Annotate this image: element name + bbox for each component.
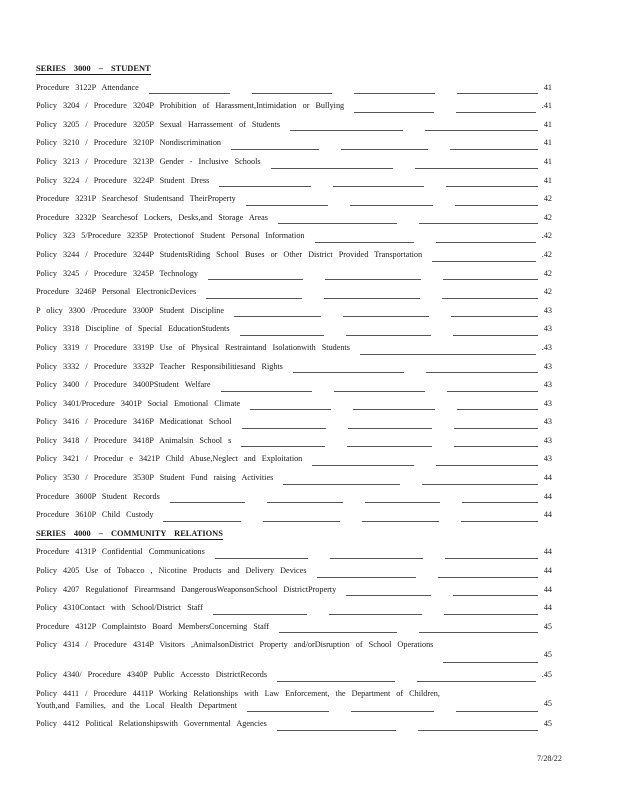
leader-line: [453, 335, 538, 336]
section-heading: [36, 62, 552, 81]
leader-line: [462, 502, 538, 503]
toc-entry: [36, 304, 552, 323]
leader-line: [333, 186, 424, 187]
toc-entry-page: .41: [541, 101, 552, 111]
leader-line: [360, 354, 536, 355]
toc-entry-page: 43: [543, 324, 552, 334]
toc-entry-title: Procedure 4131P Confidential Communications: [36, 547, 205, 557]
toc-entry: [36, 668, 552, 687]
leader-line: [170, 502, 246, 503]
toc-entry-title: Procedure 3122P Attendance: [36, 82, 139, 92]
leader-line: [290, 130, 403, 131]
leader-line: [247, 711, 329, 712]
toc-entry-title: Policy 3530 / Procedure 3530P Student Fund raising Activities: [36, 473, 274, 483]
toc-entry-page: 42: [543, 268, 552, 278]
toc-entry-page: 43: [543, 305, 552, 315]
leader-line: [329, 614, 423, 615]
toc-entry-title: Policy 3421 / Procedur e 3421P Child Abuse,Neglect and Exploitation: [36, 454, 303, 464]
toc-entry-page: 41: [543, 119, 552, 129]
leader-line: [241, 446, 325, 447]
leader-line: [461, 521, 538, 522]
toc-entry-title: Policy 3213 / Procedure 3213P Gender - Inclusive Schools: [36, 156, 261, 166]
toc-entry-page: .42: [541, 249, 552, 259]
leader-line: [445, 558, 538, 559]
leader-line: [447, 391, 538, 392]
leader-line: [348, 428, 432, 429]
toc-entry: [36, 452, 552, 471]
leader-line: [455, 205, 538, 206]
toc-entry: [36, 192, 552, 211]
toc-entry: [36, 620, 552, 639]
toc-entry: [36, 415, 552, 434]
toc-entry-title: Policy 3332 / Procedure 3332P Teacher Responsibilitiesand Rights: [36, 361, 283, 371]
toc-entry: [36, 471, 552, 490]
toc-entry-title: Policy 3401/Procedure 3401P Social Emotional Climate: [36, 398, 241, 408]
toc-entry: [36, 211, 552, 230]
toc-entry-title: Policy 3245 / Procedure 3245P Technology: [36, 268, 199, 278]
leader-line: [279, 632, 397, 633]
toc-entry-page: 44: [543, 473, 552, 483]
leader-line: [277, 730, 397, 731]
leader-line: [252, 93, 333, 94]
toc-entry-title: Policy 3224 / Procedure 3224P Student Dress: [36, 175, 210, 185]
toc-entry-page: 45: [543, 650, 552, 660]
leader-line: [422, 484, 538, 485]
toc-entry-page: 43: [543, 361, 552, 371]
leader-line: [457, 409, 538, 410]
toc-entry-title: Policy 3416 / Procedure 3416P Medicationat School: [36, 417, 232, 427]
toc-entry: [36, 490, 552, 509]
toc-entry: [36, 583, 552, 602]
toc-entry: [36, 99, 552, 118]
leader-line: [446, 186, 537, 187]
toc-entry-title: Policy 3244 / Procedure 3244P StudentsRiding School Buses or Other District Provided Transportation: [36, 249, 423, 259]
leader-line: [442, 298, 538, 299]
toc-entry-title: Policy 4205 Use of Tobacco , Nicotine Products and Delivery Devices: [36, 566, 307, 576]
leader-line: [346, 595, 431, 596]
toc-entry-title: Policy 4340/ Procedure 4340P Public Accessto DistrictRecords: [36, 670, 268, 680]
leader-line: [450, 149, 538, 150]
toc-entry-page: 43: [543, 380, 552, 390]
toc-entry: [36, 564, 552, 583]
toc-entry: [36, 229, 552, 248]
toc-entry-page: .42: [541, 231, 552, 241]
leader-line: [343, 316, 430, 317]
leader-line: [456, 711, 538, 712]
toc-entry-title: Policy 3319 / Procedure 3319P Use of Physical Restraintand Isolationwith Students: [36, 342, 350, 352]
toc-entry-page: 45: [543, 699, 552, 708]
leader-line: [231, 149, 319, 150]
toc-entry-page: 43: [543, 435, 552, 445]
leader-line: [453, 595, 538, 596]
toc-entry-page: 45: [543, 719, 552, 728]
leader-line: [149, 93, 230, 94]
leader-line: [444, 614, 538, 615]
leader-line: [417, 681, 535, 682]
leader-line: [334, 391, 425, 392]
toc-entry-page: 42: [543, 287, 552, 297]
toc-entry: [36, 508, 552, 527]
leader-line: [346, 335, 431, 336]
section-heading-text: SERIES 3000 – STUDENT: [36, 64, 151, 73]
toc-entry-page: 44: [543, 491, 552, 501]
leader-line: [208, 279, 303, 280]
toc-entry: [36, 285, 552, 304]
toc-entry-title: Policy 3204 / Procedure 3204P Prohibition of Harassment,Intimidation or Bullying: [36, 101, 345, 111]
leader-line: [234, 316, 321, 317]
leader-line: [267, 502, 343, 503]
section-heading: [36, 527, 552, 546]
leader-line: [456, 112, 536, 113]
toc-entry: [36, 434, 552, 453]
toc-entry: [36, 341, 552, 360]
toc-entry-page: 41: [543, 175, 552, 185]
leader-line: [263, 521, 340, 522]
toc-entry-title: Policy 3418 / Procedure 3418P Animalsin School s: [36, 435, 232, 445]
leader-line: [350, 205, 433, 206]
toc-entry-page: 43: [543, 398, 552, 408]
toc-entry-title: Policy 3205 / Procedure 3205P Sexual Harrassement of Students: [36, 119, 281, 129]
leader-line: [246, 205, 329, 206]
leader-line: [315, 242, 415, 243]
leader-line: [163, 521, 240, 522]
leader-line: [240, 335, 325, 336]
toc-entry-title: Policy 4207 Regulationof Firearmsand DangerousWeaponsonSchool DistrictProperty: [36, 584, 337, 594]
leader-line: [215, 558, 308, 559]
leader-line: [451, 316, 538, 317]
leader-line: [242, 428, 326, 429]
leader-line: [362, 521, 439, 522]
leader-line: [436, 242, 536, 243]
toc-entry-title: Procedure 3246P Personal ElectronicDevices: [36, 287, 197, 297]
toc-entry: [36, 397, 552, 416]
toc-entry-page: 43: [543, 454, 552, 464]
leader-line: [206, 298, 302, 299]
toc-entry-title-continued: Youth,and Families, and the Local Health Department: [36, 701, 237, 710]
leader-line: [250, 409, 331, 410]
toc-entry: [36, 545, 552, 564]
leader-line: [312, 465, 414, 466]
toc-entry: [36, 717, 552, 736]
toc-entry-title: Procedure 4312P Complaintsto Board MembersConcerning Staff: [36, 621, 270, 631]
toc-entry-title: P olicy 3300 /Procedure 3300P Student Discipline: [36, 305, 225, 315]
leader-line: [438, 577, 538, 578]
toc-entry-title: Policy 4412 Political Relationshipswith Governmental Agencies: [36, 719, 267, 728]
toc-entry-title: Procedure 3232P Searchesof Lockers, Desks,and Storage Areas: [36, 212, 268, 222]
toc-entry: [36, 601, 552, 620]
toc-entry-title: Procedure 3600P Student Records: [36, 491, 160, 501]
toc-entry: [36, 136, 552, 155]
toc-entry-page: .43: [541, 342, 552, 352]
toc-entry-page: 42: [543, 212, 552, 222]
leader-line: [415, 168, 538, 169]
toc-entry-page: .45: [541, 670, 552, 680]
toc-entry-title: Policy 3210 / Procedure 3210P Nondiscrimination: [36, 138, 222, 148]
toc-entry-title: Policy 4310Contact with School/District Staff: [36, 603, 203, 613]
toc-entry: [36, 378, 552, 397]
toc-entry-page: 41: [543, 156, 552, 166]
leader-line: [436, 465, 538, 466]
leader-line: [341, 149, 429, 150]
leader-line: [353, 409, 434, 410]
leader-line: [365, 502, 441, 503]
toc-entry-title: Policy 3318 Discipline of Special EducationStudents: [36, 324, 230, 334]
toc-entry-title: Procedure 3231P Searchesof Studentsand TheirProperty: [36, 194, 236, 204]
toc-entry-page: 42: [543, 194, 552, 204]
toc-entry-title: Policy 4411 / Procedure 4411P Working Relationships with Law Enforcement, the Department of Children,: [36, 689, 440, 698]
toc-entry-page: 44: [543, 584, 552, 594]
leader-line: [213, 614, 307, 615]
toc-entry: [36, 174, 552, 193]
leader-line: [443, 662, 537, 663]
toc-entry-page: 44: [543, 547, 552, 557]
toc-entry: [36, 248, 552, 267]
leader-line: [324, 298, 420, 299]
leader-line: [454, 446, 538, 447]
toc-entry: [36, 687, 552, 717]
toc-entry-title: Procedure 3610P Child Custody: [36, 510, 154, 520]
leader-line: [271, 168, 394, 169]
leader-line: [419, 632, 537, 633]
leader-line: [277, 681, 395, 682]
leader-line: [425, 130, 538, 131]
leader-line: [418, 730, 538, 731]
toc-entry-page: 44: [543, 566, 552, 576]
leader-line: [426, 372, 537, 373]
leader-line: [219, 186, 310, 187]
leader-line: [221, 391, 312, 392]
toc-entry: [36, 267, 552, 286]
toc-entry: [36, 155, 552, 174]
toc-entry-page: 41: [543, 82, 552, 92]
leader-line: [325, 279, 420, 280]
leader-line: [317, 577, 417, 578]
toc-entry: [36, 360, 552, 379]
toc-entry-page: 45: [543, 621, 552, 631]
leader-line: [354, 93, 435, 94]
leader-line: [283, 484, 399, 485]
leader-line: [347, 446, 431, 447]
leader-line: [293, 372, 404, 373]
leader-line: [419, 223, 538, 224]
toc-entry-title: Policy 3400 / Procedure 3400PStudent Welfare: [36, 380, 211, 390]
toc-entry-title: Policy 323 5/Procedure 3235P Protectionof Student Personal Information: [36, 231, 305, 241]
toc-entry-page: 43: [543, 417, 552, 427]
footer-date: 7/28/22: [536, 754, 562, 763]
toc-entry: [36, 322, 552, 341]
leader-line: [330, 558, 423, 559]
leader-line: [454, 428, 538, 429]
toc-entry: [36, 638, 552, 668]
table-of-contents: [36, 62, 552, 736]
toc-entry-page: 44: [543, 510, 552, 520]
leader-line: [443, 279, 538, 280]
leader-line: [354, 112, 434, 113]
leader-line: [457, 93, 538, 94]
leader-line: [351, 711, 433, 712]
leader-line: [432, 261, 536, 262]
section-heading-text: SERIES 4000 – COMMUNITY RELATIONS: [36, 528, 223, 538]
leader-line: [278, 223, 397, 224]
toc-entry-page: 44: [543, 603, 552, 613]
toc-entry-title: Policy 4314 / Procedure 4314P Visitors ,AnimalsonDistrict Property and/orDisruption of School Operations: [36, 640, 434, 650]
toc-entry-page: 41: [543, 138, 552, 148]
toc-entry: [36, 118, 552, 137]
toc-entry: [36, 81, 552, 100]
